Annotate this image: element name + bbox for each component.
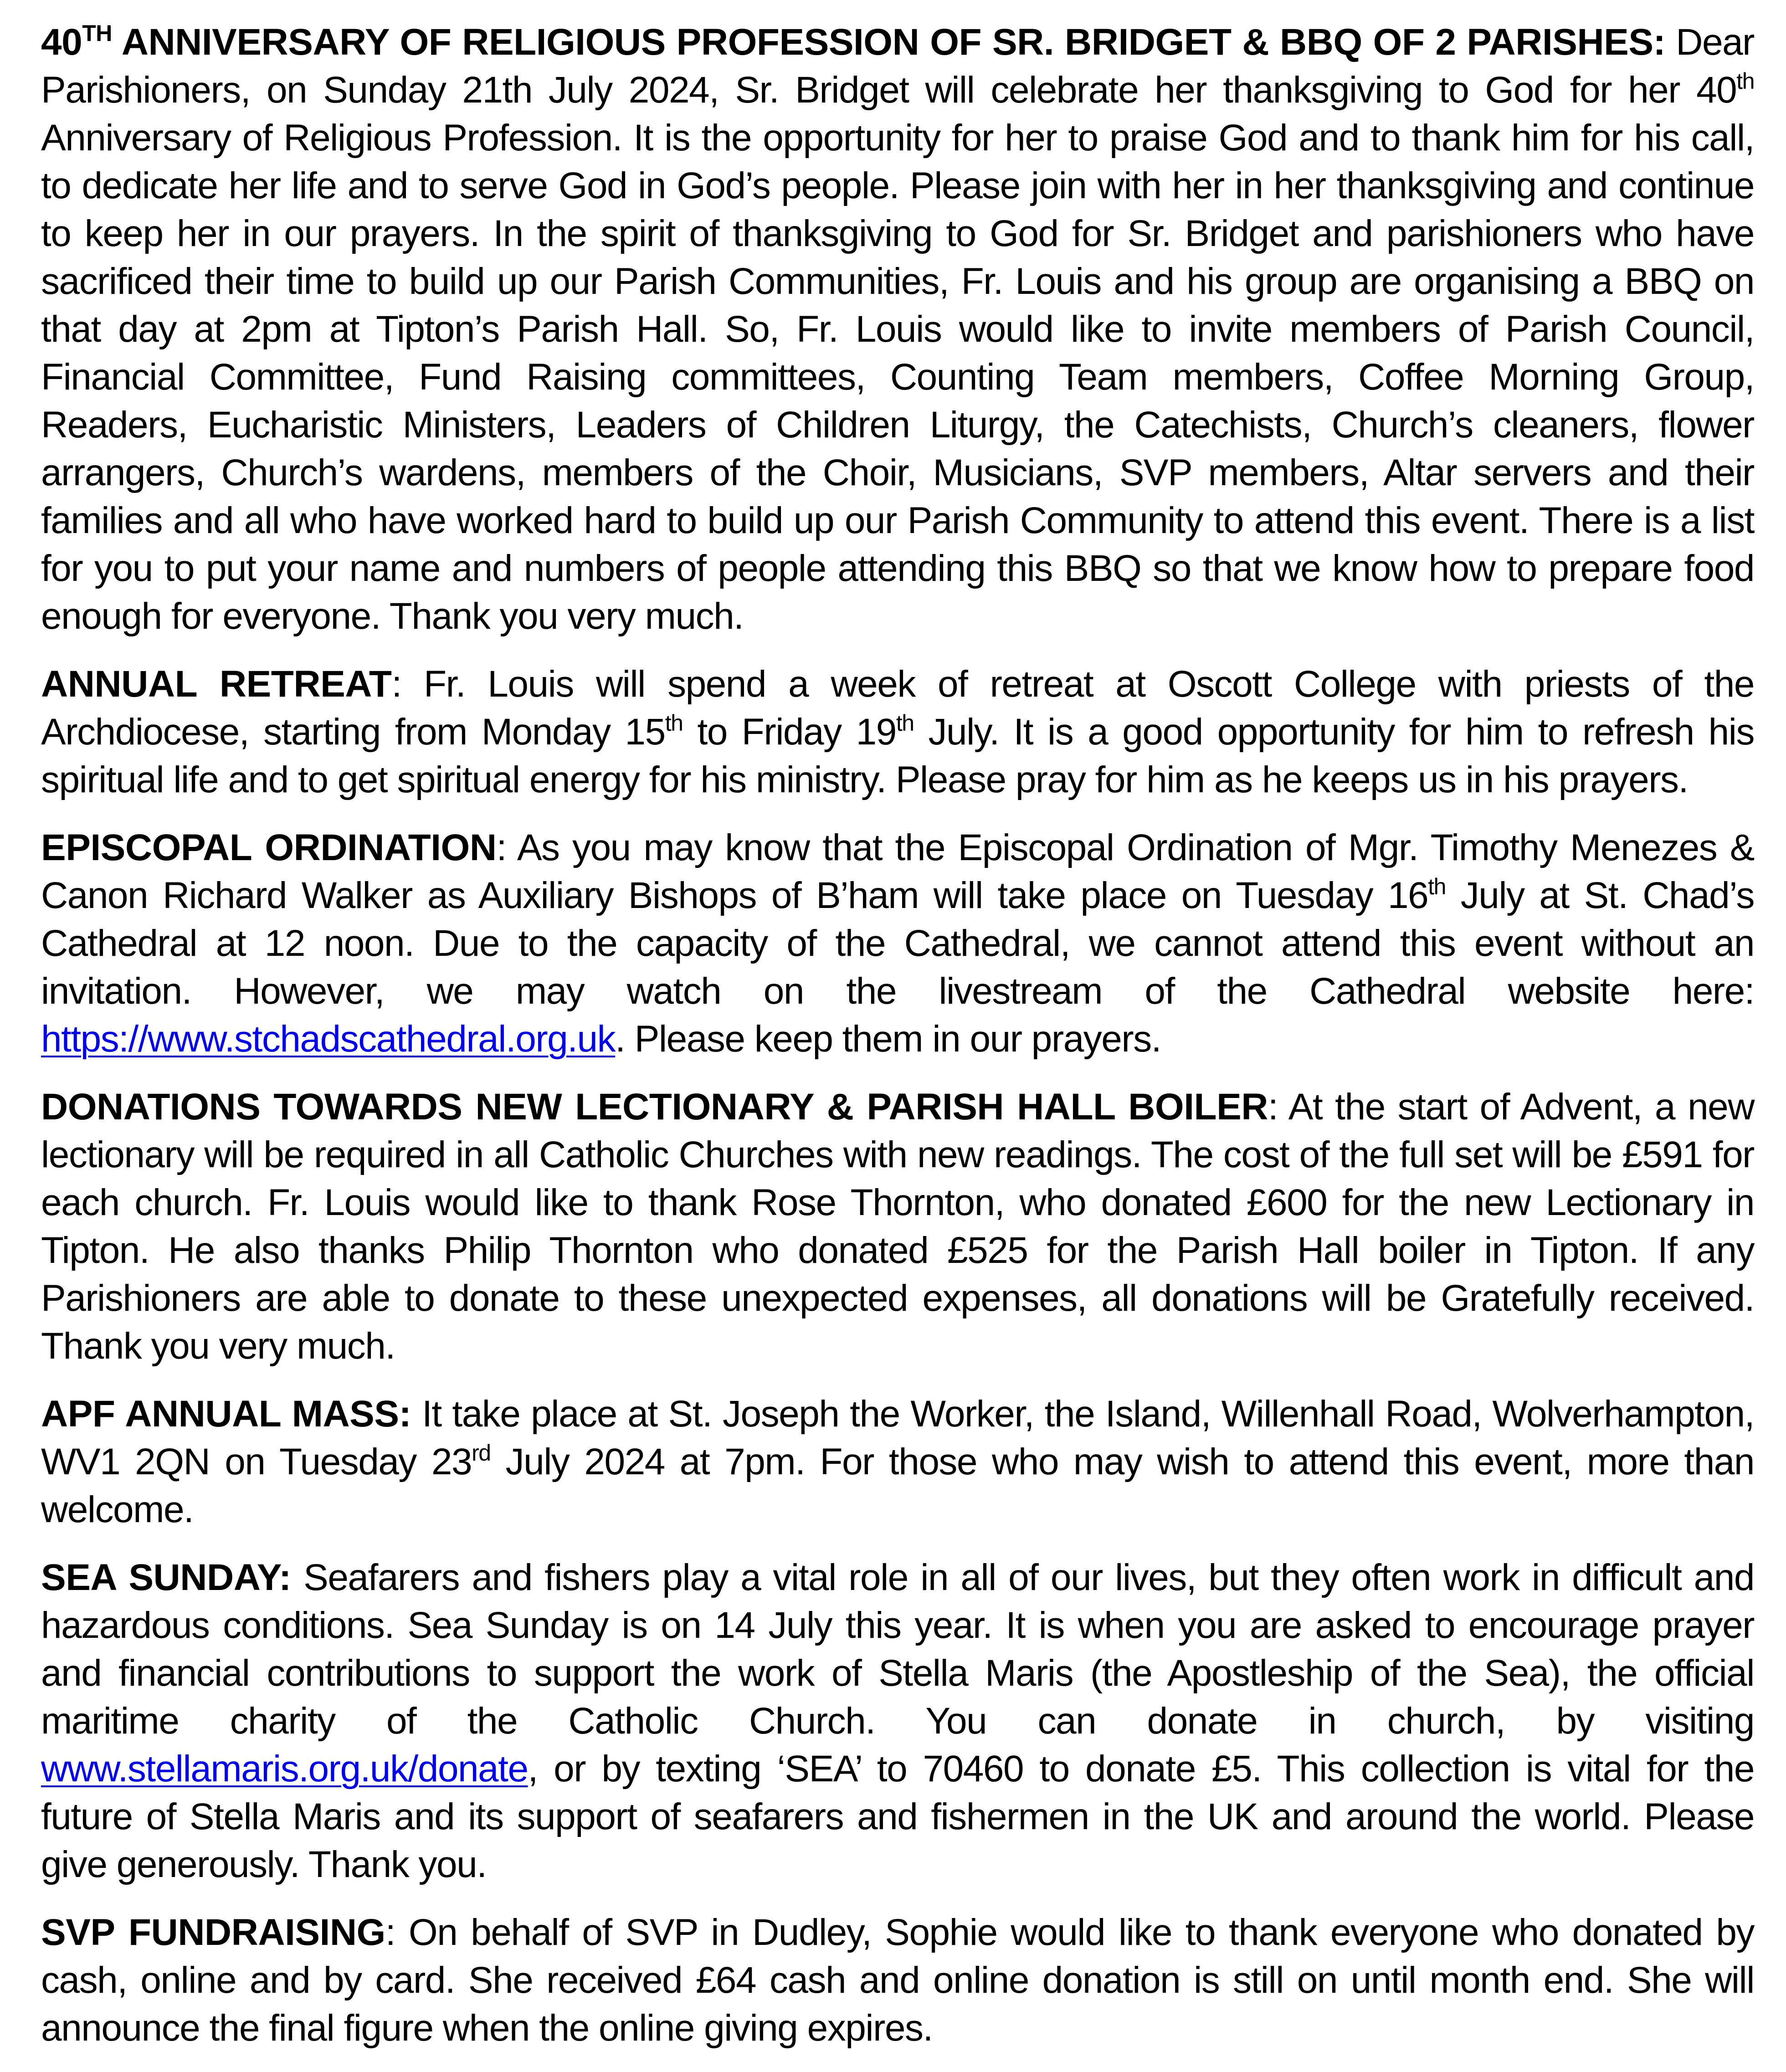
notice-sea-sunday-body: Seafarers and fishers play a vital role in all of our lives, but they often work in difficult and hazardous conditions. Sea Sunday is on 14 July this year. It is when you are asked to encourage prayer and financial contributions to support the work of Stella Maris (the Apostleship of the Sea), the official maritime charity of the Catholic Church. You can donate in church, by visiting <box>41 1557 1754 1742</box>
notice-ordination-body-cont: July at St. Chad’s Cathedral at 12 noon. Due to the capacity of the Cathedral, we cannot attend this event without an invitation. However, we may watch on the livestream of the Cathedral website here: <box>41 875 1754 1012</box>
notice-svp-heading: SVP FUNDRAISING <box>41 1912 385 1953</box>
heading-number: 40 <box>41 21 82 63</box>
notice-retreat-body-cont: to Friday 19 <box>683 711 896 753</box>
notice-ordination <box>41 824 1754 1063</box>
notice-donations-body: : At the start of Advent, a new lectionary will be required in all Catholic Churches with new readings. The cost of the full set will be £591 for each church. Fr. Louis would like to thank Rose Thornton, who donated £600 for the new Lectionary in Tipton. He also thanks Philip Thornton who donated £525 for the Parish Hall boiler in Tipton. If any Parishioners are able to donate to these unexpected expenses, all donations will be Gratefully received. Thank you very much. <box>41 1086 1754 1367</box>
cathedral-website-link[interactable]: https://www.stchadscathedral.org.uk <box>41 1018 616 1060</box>
notice-anniversary <box>41 18 1754 640</box>
ordinal-suffix: th <box>1736 68 1754 94</box>
notice-retreat-body-end: July. It is a good opportunity for him to refresh his spiritual life and to get spiritual energy for his ministry. Please pray for him as he keeps us in his prayers. <box>41 711 1755 800</box>
notice-retreat <box>41 660 1754 804</box>
ordinal-suffix: th <box>896 710 914 736</box>
heading-text: ANNIVERSARY OF RELIGIOUS PROFESSION OF SR. BRIDGET & BBQ OF 2 PARISHES: <box>112 21 1666 63</box>
notice-apf-mass <box>41 1390 1754 1533</box>
ordinal-suffix: th <box>665 710 683 736</box>
notice-ordination-body-end: . Please keep them in our prayers. <box>615 1018 1161 1060</box>
notice-ordination-heading: EPISCOPAL ORDINATION <box>41 827 497 868</box>
notice-anniversary-body-cont: Anniversary of Religious Profession. It is the opportunity for her to praise God and to thank him for his call, to dedicate her life and to serve God in God’s people. Please join with her in her thanksgiving and continue to keep her in our prayers. In the spirit of thanksgiving to God for Sr. Bridget and parishioners who have sacrificed their time to build up our Parish Communities, Fr. Louis and his group are organising a BBQ on that day at 2pm at Tipton’s Parish Hall. So, Fr. Louis would like to invite members of Parish Council, Financial Committee, Fund Raising committees, Counting Team members, Coffee Morning Group, Readers, Eucharistic Ministers, Leaders of Children Liturgy, the Catechists, Church’s cleaners, flower arrangers, Church’s wardens, members of the Choir, Musicians, SVP members, Altar servers and their families and all who have worked hard to build up our Parish Community to attend this event. There is a list for you to put your name and numbers of people attending this BBQ so that we know how to prepare food enough for everyone. Thank you very much. <box>41 117 1754 637</box>
notice-donations-heading: DONATIONS TOWARDS NEW LECTIONARY & PARISH HALL BOILER <box>41 1086 1268 1128</box>
notice-retreat-heading: ANNUAL RETREAT <box>41 663 392 705</box>
ordinal-suffix: th <box>1428 874 1446 899</box>
ordinal-suffix: rd <box>472 1440 491 1466</box>
notice-svp-body: : On behalf of SVP in Dudley, Sophie would like to thank everyone who donated by cash, online and by card. She received £64 cash and online donation is still on until month end. She will announce the final figure when the online giving expires. <box>41 1912 1754 2049</box>
notice-donations <box>41 1083 1754 1370</box>
notice-retreat-body: : Fr. Louis will spend a week of retreat at Oscott College with priests of the Archdiocese, starting from Monday 15 <box>41 663 1754 753</box>
notice-svp-fundraising <box>41 1908 1754 2052</box>
notice-sea-sunday-body-cont: , or by texting ‘SEA’ to 70460 to donate £5. This collection is vital for the future of Stella Maris and its support of seafarers and fishermen in the UK and around the world. Please give generously. Thank you. <box>41 1748 1754 1885</box>
newsletter-page <box>41 18 1754 2072</box>
heading-ordinal-suffix: TH <box>82 21 112 46</box>
notice-sea-sunday <box>41 1554 1754 1888</box>
notice-sea-sunday-heading: SEA SUNDAY: <box>41 1557 291 1598</box>
notice-apf-heading: APF ANNUAL MASS: <box>41 1393 411 1435</box>
notice-ordination-body: : As you may know that the Episcopal Ordination of Mgr. Timothy Menezes & Canon Richard Walker as Auxiliary Bishops of B’ham will take place on Tuesday 16 <box>41 827 1754 916</box>
notice-apf-body: It take place at St. Joseph the Worker, the Island, Willenhall Road, Wolverhampton, WV1 2QN on Tuesday 23 <box>41 1393 1754 1482</box>
notice-apf-body-cont: July 2024 at 7pm. For those who may wish to attend this event, more than welcome. <box>41 1441 1755 1530</box>
stella-maris-donate-link[interactable]: www.stellamaris.org.uk/donate <box>41 1748 528 1790</box>
notice-anniversary-body: Dear Parishioners, on Sunday 21th July 2024, Sr. Bridget will celebrate her thanksgiving to God for her 40 <box>41 21 1754 111</box>
notice-anniversary-heading <box>41 21 1665 63</box>
